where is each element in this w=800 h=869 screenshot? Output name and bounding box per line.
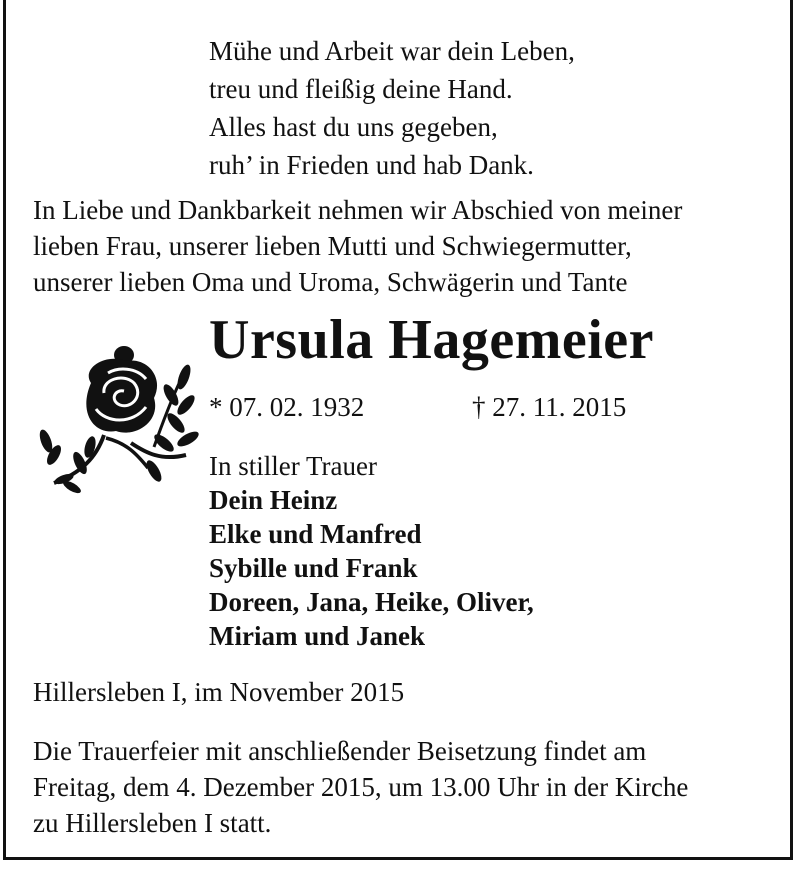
intro-line: unserer lieben Oma und Uroma, Schwägerin und Tante [33, 267, 628, 297]
service-line: Freitag, dem 4. Dezember 2015, um 13.00 Uhr in der Kirche [33, 772, 689, 802]
life-dates [209, 389, 627, 425]
mourner-entry: Miriam und Janek [209, 621, 426, 651]
poem-line: ruh’ in Frieden und hab Dank. [209, 150, 534, 180]
mourner-entry: Doreen, Jana, Heike, Oliver, [209, 587, 534, 617]
mourner-entry: Sybille und Frank [209, 553, 418, 583]
poem-line: treu und fleißig deine Hand. [209, 74, 513, 104]
funeral-service-info [33, 733, 767, 841]
intro-line: In Liebe und Dankbarkeit nehmen wir Abschied von meiner [33, 195, 683, 225]
birth-date: * 07. 02. 1932 [209, 392, 365, 422]
poem-line: Alles hast du uns gegeben, [209, 112, 498, 142]
service-line: zu Hillersleben I statt. [33, 808, 272, 838]
death-date: † 27. 11. 2015 [472, 392, 627, 422]
place-and-date: Hillersleben I, im November 2015 [33, 677, 405, 707]
mourner-entry: Elke und Manfred [209, 519, 422, 549]
rose-icon [36, 343, 201, 498]
deceased-name: Ursula Hagemeier [209, 309, 654, 371]
intro-line: lieben Frau, unserer lieben Mutti und Schwiegermutter, [33, 231, 632, 261]
service-line: Die Trauerfeier mit anschließender Beisetzung findet am [33, 736, 647, 766]
poem-line: Mühe und Arbeit war dein Leben, [209, 36, 575, 66]
mourner-entry: Dein Heinz [209, 485, 338, 515]
mourning-heading: In stiller Trauer [209, 451, 377, 481]
farewell-intro [33, 192, 767, 300]
mourners-block [209, 449, 534, 653]
poem-verse [209, 32, 575, 184]
